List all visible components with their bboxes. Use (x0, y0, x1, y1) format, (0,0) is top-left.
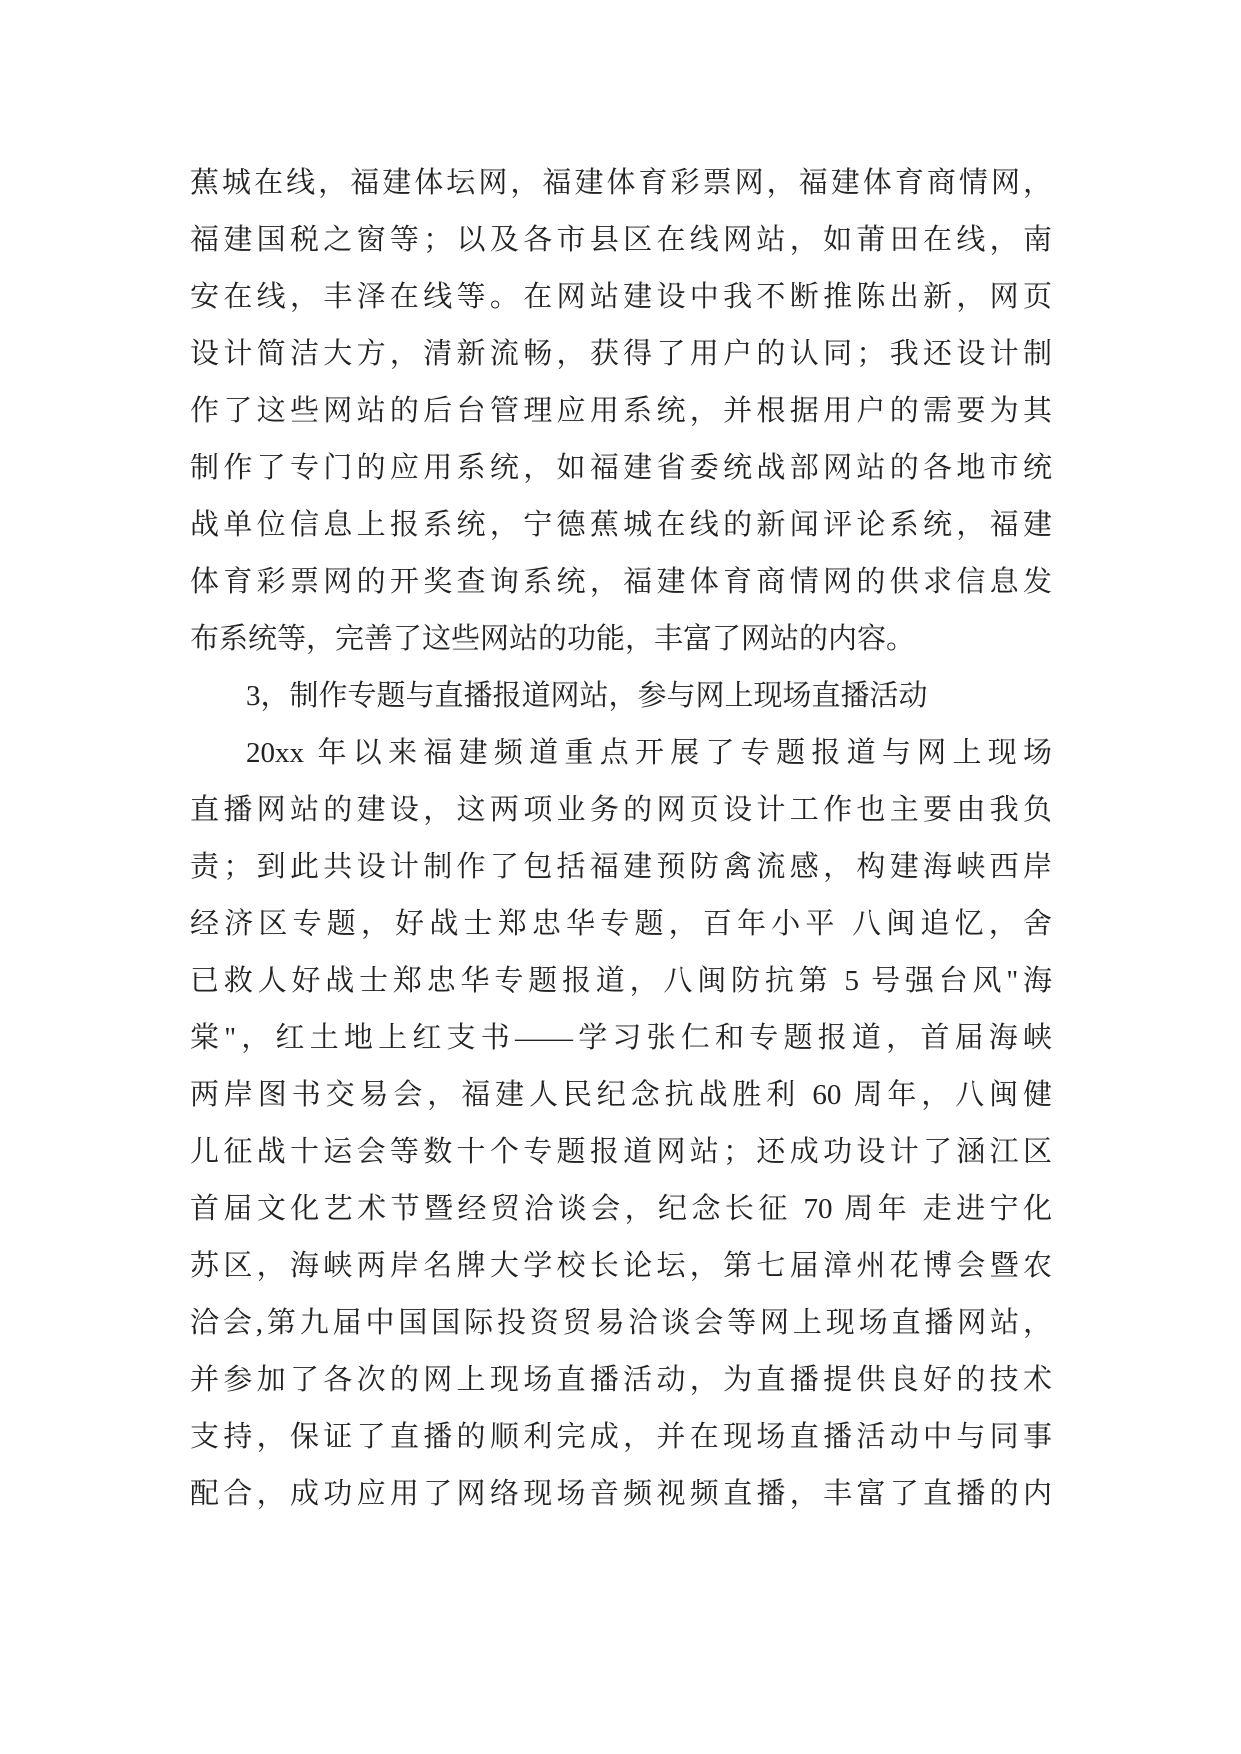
text-line: 作了这些网站的后台管理应用系统，并根据用户的需要为其 (190, 395, 1052, 427)
text-line: 20xx 年以来福建频道重点开展了专题报道与网上现场 (246, 737, 1052, 769)
text-line: 福建国税之窗等；以及各市县区在线网站，如莆田在线，南 (190, 224, 1052, 256)
text-line: 直播网站的建设，这两项业务的网页设计工作也主要由我负 (190, 794, 1052, 826)
text-line: 已救人好战士郑忠华专题报道，八闽防抗第 5 号强台风"海 (190, 965, 1052, 997)
text-line: 支持，保证了直播的顺利完成，并在现场直播活动中与同事 (190, 1421, 1052, 1453)
text-line: 责；到此共设计制作了包括福建预防禽流感，构建海峡西岸 (190, 851, 1052, 883)
text-line: 儿征战十运会等数十个专题报道网站；还成功设计了涵江区 (190, 1136, 1052, 1168)
text-line: 洽会,第九届中国国际投资贸易洽谈会等网上现场直播网站， (190, 1307, 1052, 1339)
text-line: 战单位信息上报系统，宁德蕉城在线的新闻评论系统，福建 (190, 509, 1052, 541)
text-line: 两岸图书交易会，福建人民纪念抗战胜利 60 周年，八闽健 (190, 1079, 1052, 1111)
text-line: 蕉城在线，福建体坛网，福建体育彩票网，福建体育商情网， (190, 167, 1052, 199)
text-line: 并参加了各次的网上现场直播活动，为直播提供良好的技术 (190, 1364, 1052, 1396)
text-line: 经济区专题，好战士郑忠华专题，百年小平 八闽追忆，舍 (190, 908, 1052, 940)
text-line: 布系统等，完善了这些网站的功能，丰富了网站的内容。 (190, 623, 916, 655)
text-line: 配合，成功应用了网络现场音频视频直播，丰富了直播的内 (190, 1478, 1052, 1510)
text-line: 首届文化艺术节暨经贸洽谈会，纪念长征 70 周年 走进宁化 (190, 1193, 1052, 1225)
text-line: 制作了专门的应用系统，如福建省委统战部网站的各地市统 (190, 452, 1052, 484)
text-line: 苏区，海峡两岸名牌大学校长论坛，第七届漳州花博会暨农 (190, 1250, 1052, 1282)
text-line: 设计简洁大方，清新流畅，获得了用户的认同；我还设计制 (190, 338, 1052, 370)
text-line: 体育彩票网的开奖查询系统，福建体育商情网的供求信息发 (190, 566, 1052, 598)
document-body (190, 155, 1052, 1523)
text-line: 安在线，丰泽在线等。在网站建设中我不断推陈出新，网页 (190, 281, 1052, 313)
text-line: 棠"，红土地上红支书——学习张仁和专题报道，首届海峡 (190, 1022, 1052, 1054)
section-heading: 3，制作专题与直播报道网站，参与网上现场直播活动 (246, 680, 928, 712)
